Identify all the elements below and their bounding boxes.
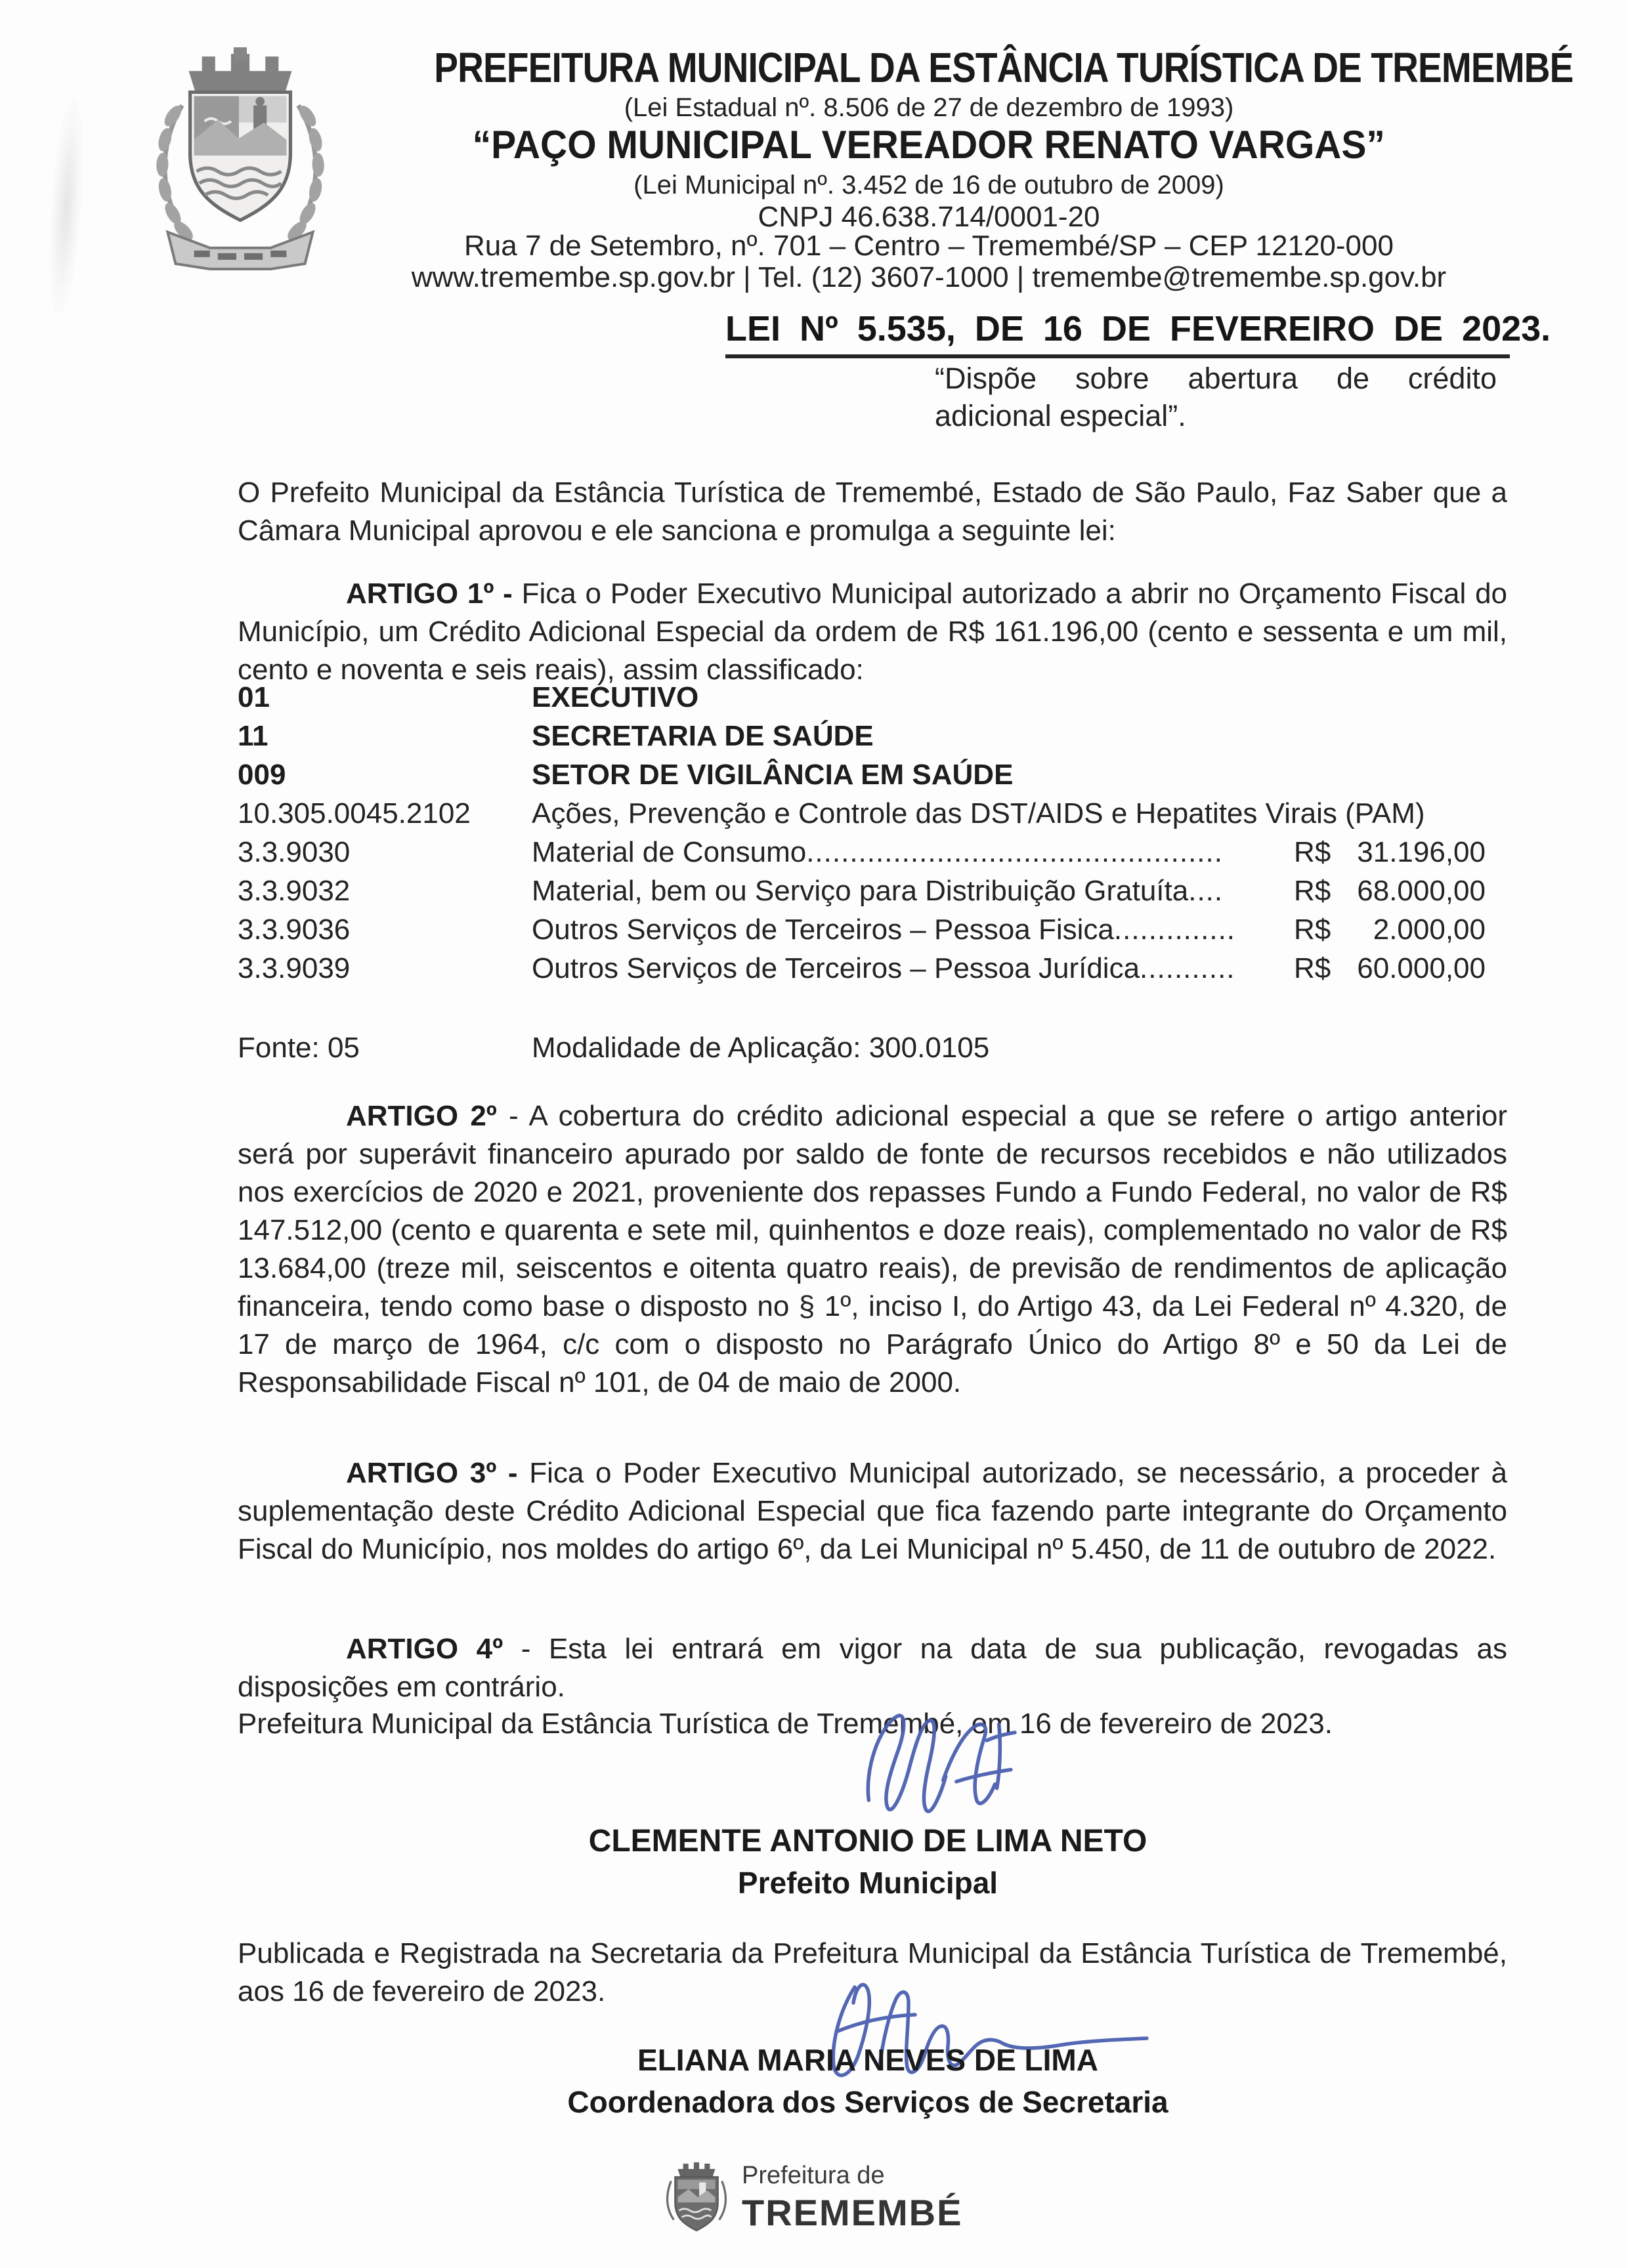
article-2 [238,1097,1507,1402]
funding-source: Fonte: 05 [238,1032,360,1064]
coordinator-name: ELIANA MARIA NEVES DE LIMA [637,2043,1098,2077]
row-code: 11 [238,720,268,752]
table-row [238,952,1507,991]
amount: 31.196,00 [1357,836,1486,868]
article-2-text: - A cobertura do crédito adicional especial a que se refere o artigo anterior será por superávit financeiro apurado por saldo de fonte de recursos recebidos e não utilizados nos exercícios de 2020 e 2021, proveniente dos repasses Fundo a Fundo Federal, no valor de R$ 147.512,00 (cento e quarenta e sete mil, quinhentos e doze reais), complementado no valor de R$ 13.684,00 (treze mil, seiscentos e oitenta quatro reais), de previsão de rendimentos de aplicação financeira, tendo como base o disposto no § 1º, inciso I, do Artigo 43, da Lei Federal nº 4.320, de 17 de março de 1964, c/c com o disposto no Parágrafo Único do Artigo 8º e 50 da Lei de Responsabilidade Fiscal nº 101, de 04 de maio de 2000. [238,1100,1507,1398]
row-value [1294,875,1486,908]
article-3-text: Fica o Poder Executivo Municipal autorizado, se necessário, a proceder à suplementação deste Crédito Adicional Especial que fica fazendo parte integrante do Orçamento Fiscal do Município, nos moldes do artigo 6º, da Lei Municipal nº 5.450, de 11 de outubro de 2022. [238,1457,1508,1565]
row-desc: Ações, Prevenção e Controle das DST/AIDS e Hepatites Virais (PAM) [532,797,1425,830]
table-row [238,681,1507,720]
row-value [1294,952,1486,985]
letterhead-title: PREFEITURA MUNICIPAL DA ESTÂNCIA TURÍSTICA DE TREMEMBÉ [434,44,1574,91]
amount: 60.000,00 [1357,952,1486,984]
mayor-name: CLEMENTE ANTONIO DE LIMA NETO [588,1824,1147,1858]
funding-source-row [238,1032,1507,1064]
article-4 [238,1630,1507,1706]
dot-leader: ................................................ [806,836,1223,868]
scan-artifact [44,98,89,316]
table-row [238,914,1507,952]
amount: 2.000,00 [1373,914,1486,946]
law-title: LEI Nº 5.535, DE 16 DE FEVEREIRO DE 2023. [725,308,1510,358]
table-row [238,797,1507,836]
coat-of-arms-icon [141,39,339,276]
currency: R$ [1294,875,1331,907]
row-desc: Outros Serviços de Terceiros – Pessoa Fisica.............. [532,914,1236,946]
table-row [238,875,1507,914]
dot-leader: .... [1188,875,1224,907]
article-1-label: ARTIGO 1º - [346,578,522,610]
article-4-text: - Esta lei entrará em vigor na data de sua publicação, revogadas as disposições em contrário. [238,1633,1507,1703]
row-code: 009 [238,759,286,791]
footer-coat-of-arms-icon [662,2156,731,2239]
row-desc: Outros Serviços de Terceiros – Pessoa Jurídica........... [532,952,1235,984]
table-row [238,720,1507,759]
preamble-paragraph: O Prefeito Municipal da Estância Turística de Tremembé, Estado de São Paulo, Faz Saber que a Câmara Municipal aprovou e ele sanciona e promulga a seguinte lei: [238,476,1507,547]
law-subject: “Dispõe sobre abertura de crédito adicional especial”. [935,362,1497,432]
row-value [1294,914,1486,946]
amount: 68.000,00 [1357,875,1486,907]
coordinator-role: Coordenadora dos Serviços de Secretaria [567,2085,1168,2119]
footer-logo-line1: Prefeitura de [742,2162,885,2189]
row-desc: SECRETARIA DE SAÚDE [532,720,874,752]
row-code: 3.3.9036 [238,914,351,946]
application-modality: Modalidade de Aplicação: 300.0105 [532,1032,990,1064]
row-code: 3.3.9039 [238,952,351,984]
row-desc: SETOR DE VIGILÂNCIA EM SAÚDE [532,759,1014,791]
letterhead-municipal-law: (Lei Municipal nº. 3.452 de 16 de outubro de 2009) [633,171,1224,200]
footer-logo-text [742,2162,962,2234]
closing-line: Prefeitura Municipal da Estância Turística de Tremembé, em 16 de fevereiro de 2023. [238,1708,1333,1740]
mayor-role: Prefeito Municipal [737,1866,998,1900]
footer-logo-line2: TREMEMBÉ [742,2192,963,2233]
budget-table [238,681,1507,991]
letterhead-state-law: (Lei Estadual nº. 8.506 de 27 de dezembro de 1993) [624,93,1234,122]
article-1 [238,575,1507,689]
article-4-label: ARTIGO 4º [346,1633,521,1665]
row-code: 01 [238,681,270,713]
letterhead-address: Rua 7 de Setembro, nº. 701 – Centro – Tremembé/SP – CEP 12120-000 [464,230,1394,262]
currency: R$ [1294,914,1331,946]
row-desc: EXECUTIVO [532,681,699,713]
currency: R$ [1294,836,1331,868]
row-code: 3.3.9032 [238,875,351,907]
dot-leader: ........... [1140,952,1235,984]
row-value [1294,836,1486,869]
article-1-text: Fica o Poder Executivo Municipal autorizado a abrir no Orçamento Fiscal do Município, um Crédito Adicional Especial da ordem de R$ 161.196,00 (cento e sessenta e um mil, cento e noventa e seis reais), assim classificado: [238,578,1508,686]
table-row [238,836,1507,875]
currency: R$ [1294,952,1331,984]
row-desc: Material de Consumo................................................ [532,836,1223,868]
row-desc: Material, bem ou Serviço para Distribuição Gratuíta.... [532,875,1224,907]
letterhead-hall-name: “PAÇO MUNICIPAL VEREADOR RENATO VARGAS” [472,123,1386,167]
publication-paragraph: Publicada e Registrada na Secretaria da Prefeitura Municipal da Estância Turística de Tremembé, aos 16 de fevereiro de 2023. [238,1937,1507,2007]
article-3-label: ARTIGO 3º - [346,1457,530,1489]
dot-leader: .............. [1113,914,1236,946]
article-3 [238,1454,1507,1568]
row-code: 10.305.0045.2102 [238,797,471,830]
row-code: 3.3.9030 [238,836,351,868]
article-2-label: ARTIGO 2º [346,1100,509,1132]
mayor-signature-ink-icon [850,1701,1019,1826]
letterhead-cnpj: CNPJ 46.638.714/0001-20 [758,201,1100,233]
table-row [238,759,1507,797]
letterhead-contacts: www.tremembe.sp.gov.br | Tel. (12) 3607-1000 | tremembe@tremembe.sp.gov.br [411,261,1447,293]
